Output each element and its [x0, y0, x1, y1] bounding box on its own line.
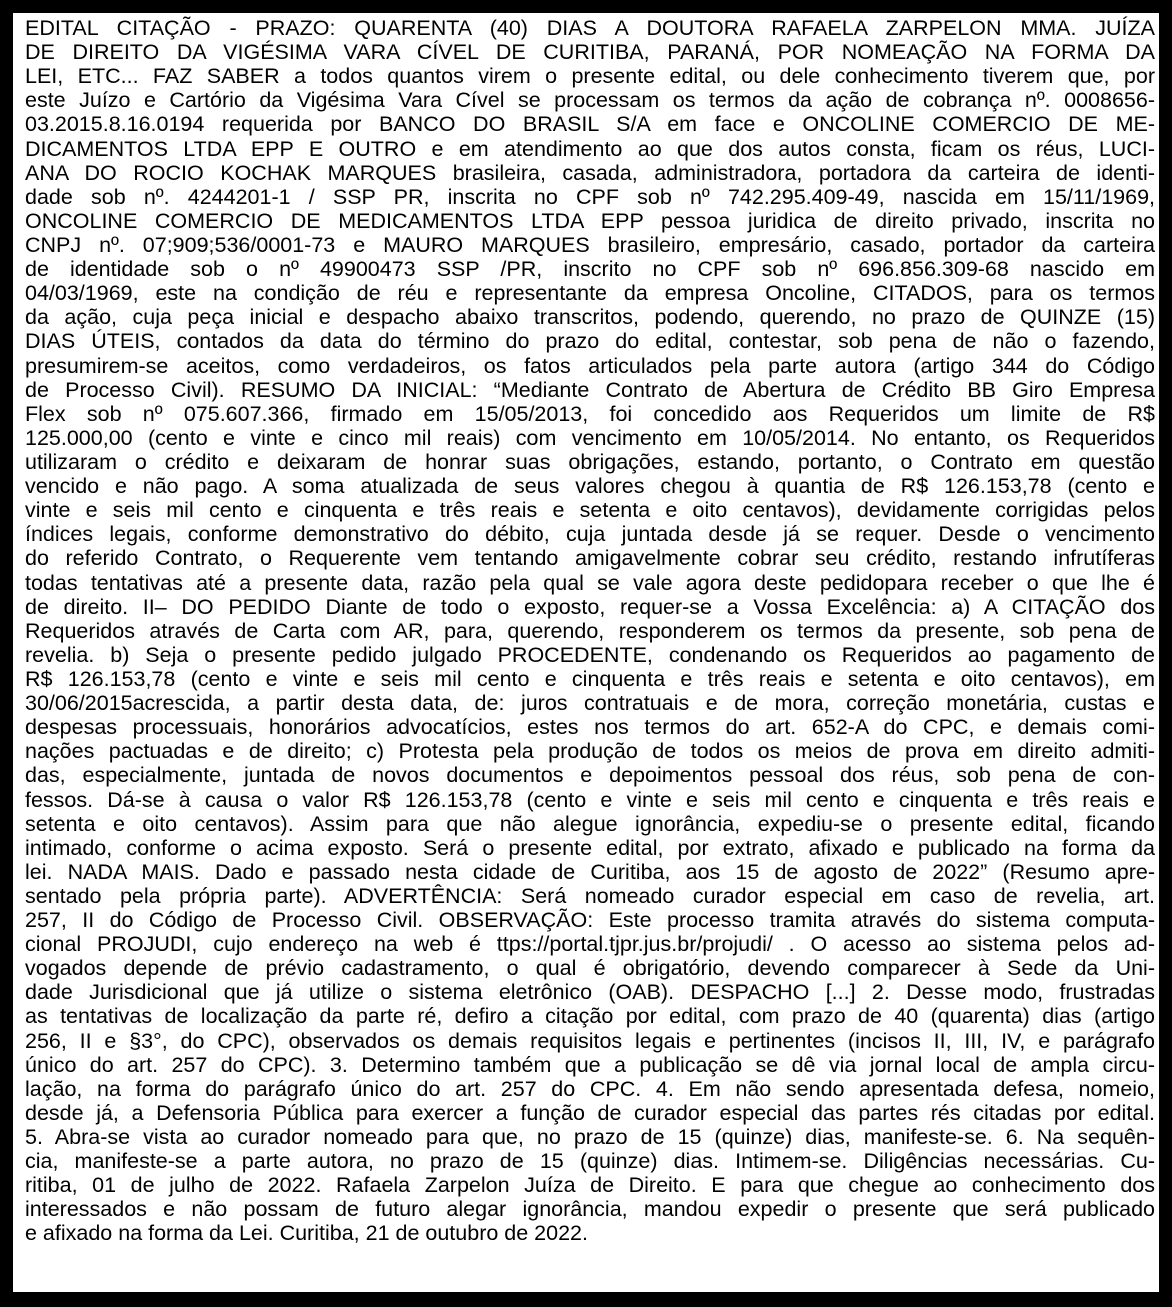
edital-line: LEI, ETC... FAZ SABER a todos quantos virem o presente edital, ou dele conhecimento tiverem que, por: [25, 64, 1155, 89]
edital-line: 03.2015.8.16.0194 requerida por BANCO DO BRASIL S/A em face e ONCOLINE COMERCIO DE ME-: [25, 112, 1155, 137]
edital-line: fessos. Dá-se à causa o valor R$ 126.153,78 (cento e vinte e seis mil cento e cinquenta e três reais e: [25, 787, 1155, 812]
edital-line: 04/03/1969, este na condição de réu e representante da empresa Oncoline, CITADOS, para os termos: [25, 281, 1155, 306]
edital-text: [25, 16, 1155, 1246]
edital-line: de Processo Civil). RESUMO DA INICIAL: “Mediante Contrato de Abertura de Crédito BB Giro Empresa: [25, 377, 1155, 402]
edital-line: ritiba, 01 de julho de 2022. Rafaela Zarpelon Juíza de Direito. E para que chegue ao conhecimento dos: [25, 1173, 1155, 1198]
edital-line: da ação, cuja peça inicial e despacho abaixo transcritos, podendo, querendo, no prazo de QUINZE (15): [25, 305, 1155, 330]
edital-line: CNPJ nº. 07;909;536/0001-73 e MAURO MARQUES brasileiro, empresário, casado, portador da carteira: [25, 232, 1155, 257]
edital-line: as tentativas de localização da parte ré, defiro a citação por edital, com prazo de 40 (quarenta) dias (artigo: [25, 1004, 1155, 1029]
edital-line: utilizaram o crédito e deixaram de honrar suas obrigações, estando, portanto, o Contrato em questão: [25, 449, 1155, 474]
edital-line: revelia. b) Seja o presente pedido julgado PROCEDENTE, condenando os Requeridos ao pagamento de: [25, 642, 1155, 667]
edital-line: cional PROJUDI, cujo endereço na web é ttps://portal.tjpr.jus.br/projudi/ . O acesso ao sistema pelos ad-: [25, 932, 1155, 957]
edital-line: sentado pela própria parte). ADVERTÊNCIA: Será nomeado curador especial em caso de revelia, art.: [25, 883, 1155, 908]
edital-line: índices legais, conforme demonstrativo do débito, cuja juntada desde já se requer. Desde o vencimento: [25, 522, 1155, 547]
edital-line: R$ 126.153,78 (cento e vinte e seis mil cento e cinquenta e três reais e setenta e oito centavos), em: [25, 666, 1155, 691]
edital-line: desde já, a Defensoria Pública para exercer a função de curador especial das partes rés citadas por edital.: [25, 1100, 1155, 1125]
edital-line: ANA DO ROCIO KOCHAK MARQUES brasileira, casada, administradora, portadora da carteira de identi-: [25, 160, 1155, 185]
edital-line: 257, II do Código de Processo Civil. OBSERVAÇÃO: Este processo tramita através do sistema computa-: [25, 908, 1155, 933]
edital-line: Flex sob nº 075.607.366, firmado em 15/05/2013, foi concedido aos Requeridos um limite de R$: [25, 401, 1155, 426]
edital-line: cia, manifeste-se a parte autora, no prazo de 15 (quinze) dias. Intimem-se. Diligências necessárias. Cu-: [25, 1149, 1155, 1174]
edital-line: 30/06/2015acrescida, a partir desta data, de: juros contratuais e de mora, correção monetária, custas e: [25, 691, 1155, 716]
edital-line: lei. NADA MAIS. Dado e passado nesta cidade de Curitiba, aos 15 de agosto de 2022” (Resumo apre-: [25, 859, 1155, 884]
edital-line: vogados depende de prévio cadastramento, o qual é obrigatório, devendo comparecer à Sede da Uni-: [25, 956, 1155, 981]
edital-line: Requeridos através de Carta com AR, para, querendo, responderem os termos da presente, sob pena de: [25, 618, 1155, 643]
edital-line: DE DIREITO DA VIGÉSIMA VARA CÍVEL DE CURITIBA, PARANÁ, POR NOMEAÇÃO NA FORMA DA: [25, 40, 1155, 65]
edital-line: 256, II e §3°, do CPC), observados os demais requisitos legais e pertinentes (incisos II, III, IV, e parágrafo: [25, 1028, 1155, 1053]
edital-line: vencido e não pago. A soma atualizada de seus valores chegou à quantia de R$ 126.153,78 (cento e: [25, 474, 1155, 499]
edital-line: único do art. 257 do CPC). 3. Determino também que a publicação se dê via jornal local de ampla circu-: [25, 1052, 1155, 1077]
edital-line: do referido Contrato, o Requerente vem tentando amigavelmente cobrar seu crédito, restando infrutíferas: [25, 546, 1155, 571]
edital-line: presumirem-se aceitos, como verdadeiros, os fatos articulados pela parte autora (artigo 344 do Código: [25, 353, 1155, 378]
edital-line: DICAMENTOS LTDA EPP E OUTRO e em atendimento ao que dos autos consta, ficam os réus, LUCI-: [25, 136, 1155, 161]
edital-line: EDITAL CITAÇÃO - PRAZO: QUARENTA (40) DIAS A DOUTORA RAFAELA ZARPELON MMA. JUÍZA: [25, 16, 1155, 40]
edital-line: este Juízo e Cartório da Vigésima Vara Cível se processam os termos da ação de cobrança nº. 0008656-: [25, 88, 1155, 113]
edital-line: vinte e seis mil cento e cinquenta e três reais e setenta e oito centavos), devidamente corrigidas pelos: [25, 498, 1155, 523]
edital-line: setenta e oito centavos). Assim para que não alegue ignorância, expediu-se o presente edital, ficando: [25, 811, 1155, 836]
edital-line: 5. Abra-se vista ao curador nomeado para que, no prazo de 15 (quinze) dias, manifeste-se. 6. Na sequên-: [25, 1125, 1155, 1150]
edital-line: das, especialmente, juntada de novos documentos e depoimentos pessoal dos réus, sob pena de con-: [25, 763, 1155, 788]
edital-line: despesas processuais, honorários advocatícios, estes nos termos do art. 652-A do CPC, e demais comi-: [25, 715, 1155, 740]
edital-line: dade Jurisdicional que já utilize o sistema eletrônico (OAB). DESPACHO [...] 2. Desse modo, frustradas: [25, 980, 1155, 1005]
edital-line: interessados e não possam de futuro alegar ignorância, mandou expedir o presente que será publicado: [25, 1197, 1155, 1222]
notice-paper: [13, 13, 1159, 1292]
edital-line: lação, na forma do parágrafo único do art. 257 do CPC. 4. Em não sendo apresentada defesa, nomeio,: [25, 1076, 1155, 1101]
edital-line: todas tentativas até a presente data, razão pela qual se vale agora deste pedidopara receber o que lhe é: [25, 570, 1155, 595]
edital-line: e afixado na forma da Lei. Curitiba, 21 de outubro de 2022.: [25, 1221, 588, 1246]
edital-line: dade sob nº. 4244201-1 / SSP PR, inscrita no CPF sob nº 742.295.409-49, nascida em 15/11/1969,: [25, 184, 1155, 209]
edital-line: 125.000,00 (cento e vinte e cinco mil reais) com vencimento em 10/05/2014. No entanto, os Requeridos: [25, 425, 1155, 450]
edital-line: de direito. II– DO PEDIDO Diante de todo o exposto, requer-se a Vossa Excelência: a) A CITAÇÃO dos: [25, 594, 1155, 619]
edital-line: nações pactuadas e de direito; c) Protesta pela produção de todos os meios de prova em direito admiti-: [25, 739, 1155, 764]
edital-line: de identidade sob o nº 49900473 SSP /PR, inscrito no CPF sob nº 696.856.309-68 nascido em: [25, 257, 1155, 282]
edital-line: intimado, conforme o acima exposto. Será o presente edital, por extrato, afixado e publicado na forma da: [25, 835, 1155, 860]
edital-line: DIAS ÚTEIS, contados da data do término do prazo do edital, contestar, sob pena de não o fazendo,: [25, 329, 1155, 354]
edital-line: ONCOLINE COMERCIO DE MEDICAMENTOS LTDA EPP pessoa juridica de direito privado, inscrita no: [25, 208, 1155, 233]
